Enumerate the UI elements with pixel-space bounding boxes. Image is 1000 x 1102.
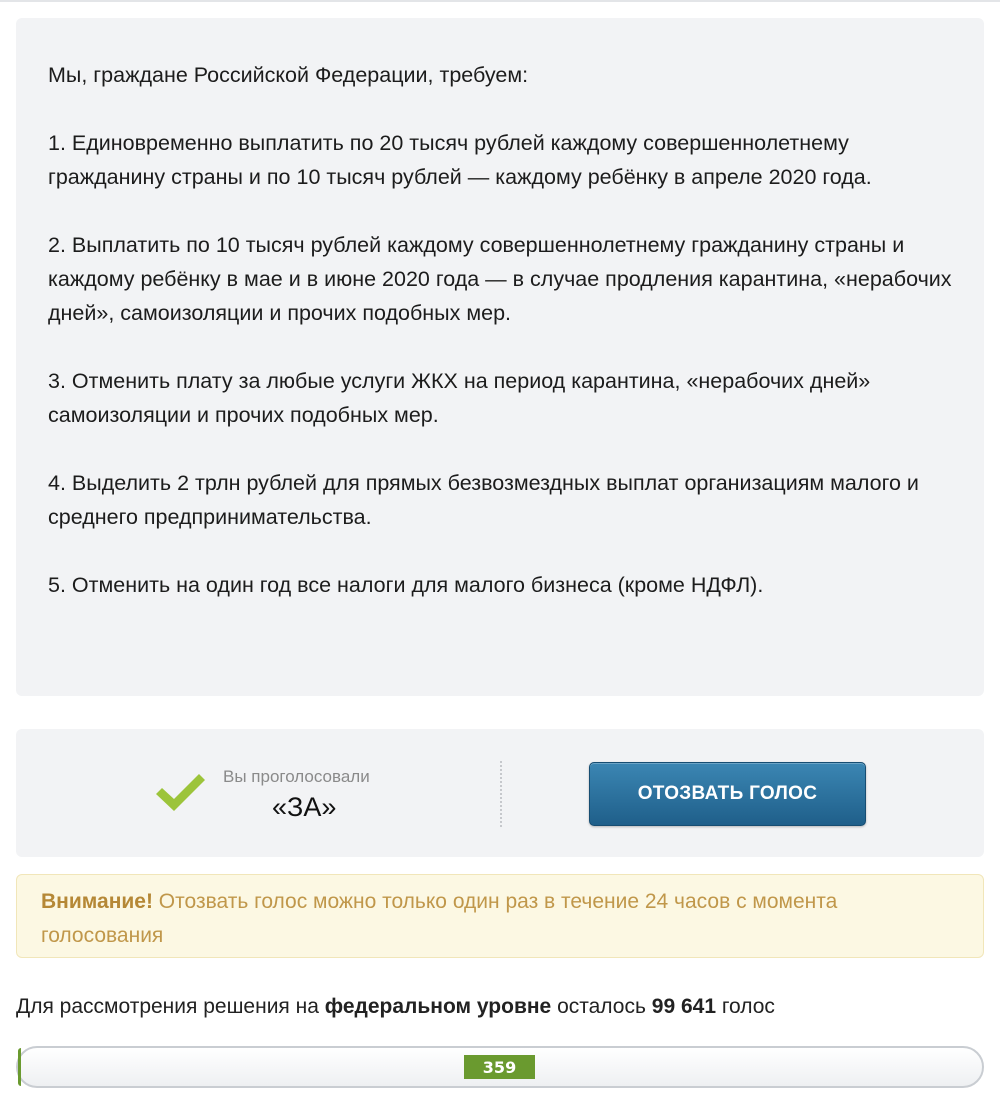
vote-count-badge: 359 xyxy=(464,1055,535,1079)
voted-value: «ЗА» xyxy=(272,792,337,822)
revoke-vote-button[interactable]: ОТОЗВАТЬ ГОЛОС xyxy=(589,762,866,826)
petition-intro: Мы, граждане Российской Федерации, требуем: xyxy=(48,63,529,87)
warning-title: Внимание! xyxy=(41,890,153,913)
votes-needed-middle: осталось xyxy=(551,995,652,1018)
vote-status-panel xyxy=(16,729,984,857)
warning-notice xyxy=(16,874,984,958)
votes-needed-text xyxy=(16,992,775,1022)
vote-progress-fill xyxy=(18,1048,21,1086)
petition-demand-4: 4. Выделить 2 трлн рублей для прямых безвозмездных выплат организациям малого и среднего предпринимательства. xyxy=(48,471,919,529)
votes-needed-suffix: голос xyxy=(716,995,775,1018)
petition-demand-5: 5. Отменить на один год все налоги для малого бизнеса (кроме НДФЛ). xyxy=(48,573,764,597)
top-divider xyxy=(0,0,1000,2)
petition-demand-1: 1. Единовременно выплатить по 20 тысяч рублей каждому совершеннолетнему гражданину страны и по 10 тысяч рублей — каждому ребёнку в апреле 2020 года. xyxy=(48,131,872,189)
petition-demand-2: 2. Выплатить по 10 тысяч рублей каждому совершеннолетнему гражданину страны и каждому ребёнку в мае и в июне 2020 года — в случае продления карантина, «нерабочих дней», самоизоляции и прочих подобных мер. xyxy=(48,233,952,325)
votes-needed-prefix: Для рассмотрения решения на xyxy=(16,995,325,1018)
petition-demand-3: 3. Отменить плату за любые услуги ЖКХ на период карантина, «нерабочих дней» самоизоляции и прочих подобных мер. xyxy=(48,369,871,427)
votes-needed-level: федеральном уровне xyxy=(324,995,552,1018)
check-icon xyxy=(153,769,207,815)
vote-divider xyxy=(500,761,502,827)
votes-remaining-count: 99 641 xyxy=(651,995,716,1018)
voted-caption: Вы проголосовали xyxy=(223,767,370,786)
petition-text-panel xyxy=(16,18,984,696)
warning-text: Отозвать голос можно только один раз в течение 24 часов с момента голосования xyxy=(41,890,838,947)
